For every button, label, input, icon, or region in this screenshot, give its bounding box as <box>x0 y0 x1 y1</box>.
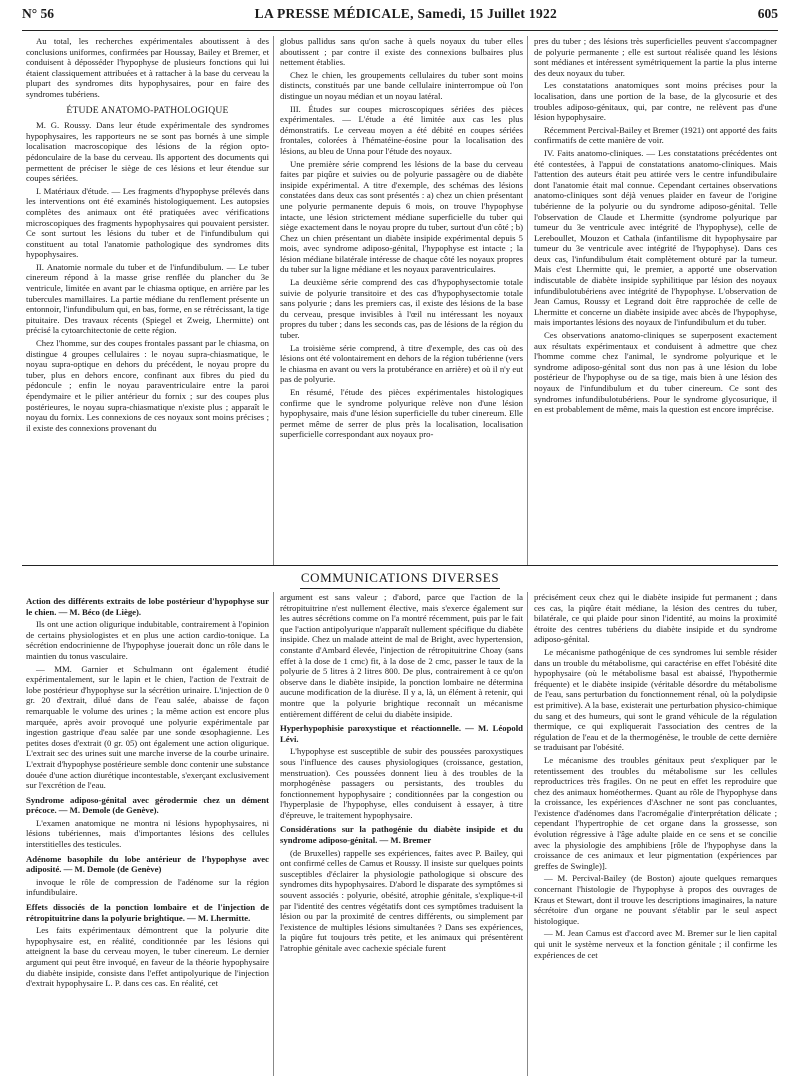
section-title: COMMUNICATIONS DIVERSES <box>300 570 500 585</box>
paragraph: III. Études sur coupes microscopiques sériées des pièces expérimentales. — L'étude a été limitée aux cas les plus démonstratifs. Le cerveau moyen a été débité en coupes sériées frontales, colorées à l'hématéine-éosine pour la localisation des lésions, au bleu de Unna pour l'étude des noyaux. <box>280 103 523 156</box>
paragraph: Récemment Percival-Bailey et Bremer (1921) ont apporté des faits confirmatifs de cette manière de voir. <box>534 124 777 146</box>
paragraph: Chez le chien, les groupements cellulaires du tuber sont moins distincts, constitués par une bande cellulaire ininterrompue où l'on distingue un noyau médian et un noyau latéral. <box>280 69 523 101</box>
paragraph: — M. Percival-Bailey (de Boston) ajoute quelques remarques concernant l'histologie de l'hypophyse à propos des ouvrages de Kraus et Stewart, dont il trouve les descriptions imaginaires, la nature sécrétoire d'un organe ne pouvant s'établir par le seul aspect histologique. <box>534 873 777 926</box>
top-column-2 <box>280 36 523 561</box>
communication-title: Syndrome adiposo-génital avec gérodermie chez un dément précoce. — M. Demole (de Genève). <box>26 794 269 816</box>
bottom-column-3 <box>534 592 777 1076</box>
column-divider <box>527 592 528 1076</box>
paragraph: Le mécanisme des troubles génitaux peut s'expliquer par le retentissement des troubles du métabolisme sur les cellules reproductrices très fragiles. On ne peut en effet les reproduire que chez des animaux homéothermes. Quant au rôle de l'hypophyse dans la croissance, les expériences d'Aschner ne sont pas concluantes, l'existence d'adénomes dans l'acromégalie d'interprétation délicate ; cependant l'hypertrophie de cet organe dans la grossesse, son évolution régressive à l'âge adulte plaide en ce sens et se concilie avec la physiologie des amphibiens [rôle de l'hypophyse dans la croissance de ces animaux et leur pigmentation (expériences par greffes de Swingle)]. <box>534 754 777 871</box>
page-header <box>22 6 778 30</box>
paragraph: argument est sans valeur ; d'abord, parce que l'action de la rétropituitrine n'est nullement élective, mais s'exerce également sur les autres sécrétions comme on l'a montré récemment, puis par le fait que l'action antipolyurique n'apparaît nullement spécifique du diabète insipide. Chez un malade atteint de mal de Bright, avec hypertension, constante d'Ambard élevée, l'injection de rétropituitrine Choay (sans effet à la dose de 1 cmc) fit, à la dose de 2 cmc, passer le taux de la polyurie de 5 litres à 2 litres 800. De plus, contrairement à ce qu'on observe dans le diabète insipide, la ponction lombaire ne détermina aucune modification de la diurèse. Il y a, là, un élément à retenir, qui montre que la polyurie brightique reconnaît un mécanisme entièrement différent de celui du diabète insipide. <box>280 592 523 719</box>
paragraph: M. G. Roussy. Dans leur étude expérimentale des syndromes hypophysaires, les rapporteurs ne se sont pas bornés à une simple localisation macroscopique des lésions de la région opto-pédonculaire de la base du cerveau. Ils apportent des documents qui permettent de préciser le siège de ces lésions et leur étendue sur coupes sériées. <box>26 120 269 184</box>
paragraph: Au total, les recherches expérimentales aboutissent à des conclusions uniformes, confirmées par Houssay, Bailey et Bremer, et conduisent à déposséder l'hypophyse de plusieurs fonctions qui lui étaient classiquement attribuées et à rattacher à la base du cerveau la plupart des syndromes dits hypophysaires, pour en faire des syndromes tubériens. <box>26 36 269 99</box>
paragraph: — M. Jean Camus est d'accord avec M. Bremer sur le lien capital qui unit le système nerveux et la fonction génitale ; il confirme les expériences de cet <box>534 928 777 960</box>
paragraph: L'examen anatomique ne montra ni lésions hypophysaires, ni lésions tubériennes, mais d'importantes lésions des cellules interstitielles des testicules. <box>26 817 269 850</box>
paragraph: (de Bruxelles) rappelle ses expériences, faites avec P. Bailey, qui ont confirmé celles de Camus et Roussy. Il insiste sur quelques points susceptibles d'éclairer la physiologie pathologique si obscure des syndromes dits hypophysaires. D'abord le disparate des symptômes si souvent associés : polyurie, obésité, atrophie génitale, s'explique-t-il par l'identité des centres végétatifs dont ces symptômes traduisent la lésion ou par la proximité de centres différents, ou simplement par l'existence de multiples lésions simultanées ? Dans ses expériences, la piqûre fut toujours très petite, et les animaux qui présentèrent l'atrophie génitale avec cachexie spéciale furent <box>280 847 523 953</box>
section-rule <box>22 565 778 566</box>
section-heading: ÉTUDE ANATOMO-PATHOLOGIQUE <box>66 104 229 116</box>
paragraph: invoque le rôle de compression de l'adénome sur la région infundibulaire. <box>26 876 269 898</box>
paragraph: I. Matériaux d'étude. — Les fragments d'hypophyse prélevés dans les interventions ont été examinés histologiquement. Les autopsies complètes des animaux ont été pratiquées avec vérifications microscopiques des fragments hypophysaires qui pouvaient persister. Ce sont surtout les lésions du tuber et de l'infundibulum qui constituent au total l'anatomie pathologique des syndromes dits hypophysaires. <box>26 185 269 260</box>
paragraph: précisément ceux chez qui le diabète insipide fut permanent ; dans ces cas, la piqûre était médiane, la lésion des centres du tuber, bilatérale, ce qui plaide pour sinon l'identité, au moins la proximité étroite des centres tubériens du diabète insipide et du syndrome adiposo-génital. <box>534 592 777 645</box>
column-divider <box>527 36 528 566</box>
communication-title: Considérations sur la pathogénie du diabète insipide et du syndrome adiposo-génital. — M. Bremer <box>280 824 523 846</box>
top-column-1 <box>26 36 269 561</box>
paragraph: L'hypophyse est susceptible de subir des poussées paroxystiques sous l'influence des causes physiologiques (croissance, gestation, menstruation). Ces poussées donnent lieu à des troubles de la morphogénèse passagers ou persistants, des troubles du fonctionnement hypophysaire ; conditionnées par la congestion ou l'hyperplasie de l'hypophyse, elles conduisent à essayer, à titre d'épreuve, le traitement hypophysaire. <box>280 746 523 820</box>
journal-title: LA PRESSE MÉDICALE, Samedi, 15 Juillet 1922 <box>254 6 558 21</box>
paragraph: pres du tuber ; des lésions très superficielles peuvent s'accompagner de polyurie permanente ; elle est surtout réalisée quand les lésions sont médianes et intéressent symétriquement la partie la plus interne des deux noyaux du tuber. <box>534 36 777 78</box>
communication-title: Adénome basophile du lobe antérieur de l'hypophyse avec adiposité. — M. Demole (de Genève) <box>26 853 269 875</box>
column-divider <box>273 36 274 566</box>
paragraph: Ces observations anatomo-cliniques se superposent exactement aux résultats expérimentaux et conduisent à admettre que chez l'homme comme chez l'animal, le syndrome polyurique et le syndrome adiposo-génital sont dus non pas à une lésion du lobe postérieur de l'hypophyse ou de sa tige, mais bien à une lésion des noyaux de l'infundibulum et du tuber cinereum. Ce sont des syndromes infundibulotubériens. Pour le syndrome glycosurique, il en est probablement de même, mais la question est encore imprécise. <box>534 330 777 415</box>
bottom-column-2 <box>280 592 523 1076</box>
title-underline <box>300 588 500 589</box>
top-column-3 <box>534 36 777 561</box>
paragraph: Le mécanisme pathogénique de ces syndromes lui semble résider dans un trouble du métabolisme, qui caractérise en effet l'obésité dite hypophysaire (où le métabolisme basal est abaissé, l'hypothermie fréquente) et le diabète insipide (véritable désordre du métabolisme de l'eau, sans perturbation du fonctionnement rénal, où la polydipsie est primitive). A la base, existerait une perturbation physico-chimique du sang et des humeurs, qui sont le grand véhicule de la régulation thermique, ce qui expliquerait l'association des centres de la régulation de l'eau et de la thermogénèse, le trouble de cette dernière se traduisant par l'obésité. <box>534 646 777 753</box>
paragraph: — MM. Garnier et Schulmann ont également étudié expérimentalement, sur le lapin et le chien, l'action de l'extrait de lobe postérieur d'hypophyse sur la sécrétion urinaire. L'injection de 0 gr. 20 d'extrait, dilué dans de l'eau salée, abaisse de façon remarquable le volume des urines ; la même action est encore plus marquée, après avoir provoqué une polyurie expérimentale par ingestion gastrique d'eau salée par une sonde œsophagienne. Les petites doses d'extrait (0 gr. 05) ont également une action oligurique. L'extrait sec des urines suit une marche inverse de la courbe urinaire. L'extrait d'hypophyse postérieure semble donc contenir une substance douée d'une action diurétique incontestable, s'exerçant exclusivement sur l'excrétion de l'eau. <box>26 663 269 791</box>
paragraph: Une première série comprend les lésions de la base du cerveau faites par piqûre et suivies ou de polyurie passagère ou de diabète insipide expérimental. A titre d'exemple, des schémas des lésions constatées dans deux cas sont présentés : a) chez un chien présentant une polyurie permanente depuis 6 mois, on trouve l'hypophyse intacte, une lésion strictement médiane superficielle du tuber qui siège exactement dans le noyau propre du tuber, surtout d'un côté ; b) Chez un chien présentant un diabète insipide expérimental depuis 5 mois, avec syndrome adiposo-génital, l'hypophyse est intacte ; la lésion médiane bilatérale intéresse de chaque côté les noyaux propres du tuber sur la ligne médiane et les noyaux paraventriculaires. <box>280 158 523 275</box>
bottom-column-1 <box>26 592 269 1076</box>
paragraph: Les faits expérimentaux démontrent que la polyurie dite hypophysaire est, en réalité, conditionnée par les lésions qui atteignent la base du cerveau moyen, le tuber cinereum. Le dernier argument qui peut être invoqué, en faveur de la théorie hypophysaire du diabète insipide, consiste dans l'effet antipolyurique de l'injection d'extrait hypophysaire L. P. dans ces cas. En réalité, cet <box>26 925 269 989</box>
communication-title: Hyperhypophisie paroxystique et réactionnelle. — M. Léopold Lévi. <box>280 723 523 744</box>
paragraph: II. Anatomie normale du tuber et de l'infundibulum. — Le tuber cinereum répond à la masse grise renflée du plancher du 3e ventricule, limitée en avant par le chiasma optique, en arrière par les tubercules mamillaires. La partie médiane du renflement présente un entonnoir, l'infundibulum qui, en bas, forme, en se rétrécissant, la tige pituitaire. Des travaux récents (Spiegel et Zweig, Lhermitte) ont précisé la cytoarchitectonie de cette région. <box>26 261 269 336</box>
communication-title: Effets dissociés de la ponction lombaire et de l'injection de rétropituitrine dans la polyurie brightique. — M. Lhermitte. <box>26 902 269 923</box>
paragraph: La troisième série comprend, à titre d'exemple, des cas où des lésions ont été volontairement en dehors de la région tubérienne (vers le chiasma en avant ou vers la protubérance en arrière) et où il n'y eut pas de polyurie. <box>280 342 523 385</box>
paragraph: IV. Faits anatomo-cliniques. — Les constatations précédentes ont été contestées, à l'appui de constatations anatomo-cliniques. Mais l'attention des auteurs était peu attirée vers le centre infundibulaire dont l'anatomie était mal connue. Cependant certaines observations anatomo-cliniques sont déjà venues plaider en faveur de l'origine tubérienne de la polyurie ou du syndrome adiposo-génital. Telle l'observation de Claude et Lhermitte (syndrome polyurique par tumeur du 3e ventricule avec intégrité de l'hypophyse), celle de Lereboullet, Mouzon et Cathala (infantilisme dit hypophysaire par tumeur du 3e ventricule avec intégrité de l'hypophyse). Dans ces deux cas, l'infundibulum était complètement obturé par la tumeur. Mais c'est Lhermitte qui, le premier, a apporté une observation indiscutable de diabète insipide syphilitique par lésion des noyaux infundibulotubériens avec intégrité de l'hypophyse. L'observation de Jean Camus, Roussy et Legrand doit être rapprochée de celle de Lhermitte et concerne un diabète insipide avec abcès de l'hypophyse, mais importantes lésions des noyaux de l'infundibulum et du tuber. <box>534 147 777 328</box>
paragraph: Chez l'homme, sur des coupes frontales passant par le chiasma, on distingue 4 groupes cellulaires : le noyau supra-chiasmatique, le noyau supra-optique en dehors du précédent, le noyau propre du tuber, plus en dehors encore, confinant aux fibres du pied du pédoncule ; enfin le noyau paraventriculaire entre la paroi épendymaire et le pilier antérieur du fornix ; sur des coupes plus postérieures, le noyau supra-chiasmatique n'existe plus ; apparaît le noyau du fornix. Les connexions de ces noyaux sont moins précises ; il existe des connexions provenant du <box>26 338 269 433</box>
issue-number: N° 56 <box>22 6 55 21</box>
paragraph: La deuxième série comprend des cas d'hypophysectomie totale suivie de polyurie transitoire et des cas d'hypophysectomie totale sans polyurie ; dans les premiers cas, il existe des lésions de la base du cerveau, presque invisibles à l'œil nu intéressant les noyaux propres du tuber ; dans les seconds cas, pas de lésions de la région du tuber. <box>280 277 523 341</box>
paragraph: En résumé, l'étude des pièces expérimentales histologiques confirme que le syndrome polyurique relève non d'une lésion hypophysaire, mais d'une lésion superficielle du tuber cinereum. Elle permet même de serrer de plus près la localisation, localisation superficielle correspondant aux noyaux pro- <box>280 387 523 440</box>
paragraph: globus pallidus sans qu'on sache à quels noyaux du tuber elles aboutissent ; par contre il existe des connexions bulbaires plus nettement établies. <box>280 36 523 68</box>
column-divider <box>273 592 274 1076</box>
paragraph: Ils ont une action oligurique indubitable, contrairement à l'opinion de certains physiologistes et en plus une action cardio-tonique. La sécrétion endocrinienne de l'hypophyse jouerait donc un rôle dans le maintien du tonus vasculaire. <box>26 619 269 661</box>
communication-title: Action des différents extraits de lobe postérieur d'hypophyse sur le chien. — M. Béco (de Liège). <box>26 596 269 617</box>
header-rule <box>22 30 778 31</box>
page-number: 605 <box>757 6 778 21</box>
paragraph: Les constatations anatomiques sont moins précises pour la localisation, dans une portion de la base, de la glycosurie et des troubles adiposo-génitaux, qui, par contre, ne relèvent pas d'une lésion hypophysaire. <box>534 80 777 123</box>
